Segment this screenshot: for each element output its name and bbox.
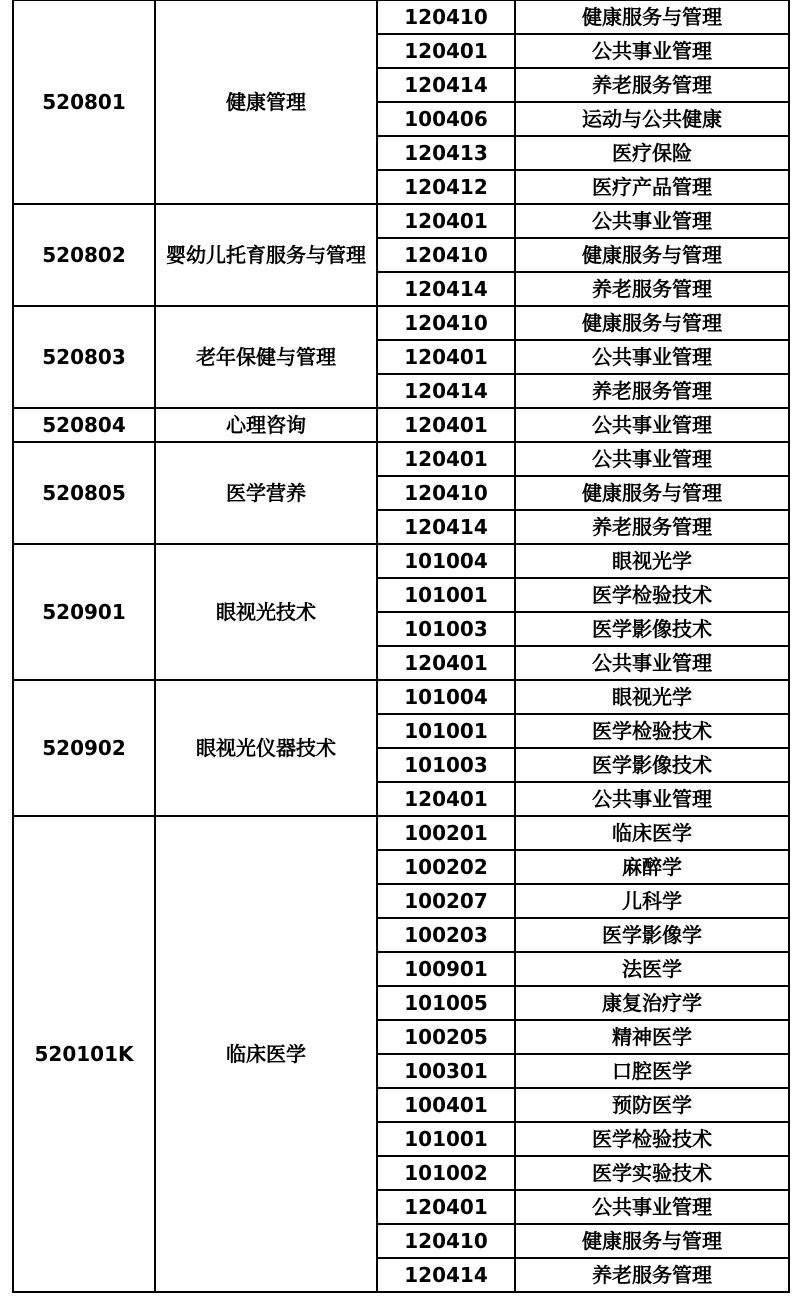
- vocational-major-name: 眼视光技术: [155, 544, 377, 680]
- vocational-major-code: 520802: [13, 204, 155, 306]
- undergrad-major-code: 101004: [377, 680, 515, 714]
- undergrad-major-code: 100201: [377, 816, 515, 850]
- undergrad-major-code: 100207: [377, 884, 515, 918]
- table-row: [13, 204, 789, 238]
- undergrad-major-name: 儿科学: [515, 884, 789, 918]
- undergrad-major-name: 养老服务管理: [515, 374, 789, 408]
- vocational-major-code: 520801: [13, 0, 155, 204]
- vocational-major-code: 520902: [13, 680, 155, 816]
- undergrad-major-name: 临床医学: [515, 816, 789, 850]
- undergrad-major-name: 健康服务与管理: [515, 1224, 789, 1258]
- undergrad-major-name: 公共事业管理: [515, 340, 789, 374]
- undergrad-major-name: 运动与公共健康: [515, 102, 789, 136]
- undergrad-major-code: 120414: [377, 510, 515, 544]
- undergrad-major-name: 法医学: [515, 952, 789, 986]
- undergrad-major-name: 医学实验技术: [515, 1156, 789, 1190]
- undergrad-major-name: 精神医学: [515, 1020, 789, 1054]
- undergrad-major-code: 100901: [377, 952, 515, 986]
- vocational-major-name: 婴幼儿托育服务与管理: [155, 204, 377, 306]
- undergrad-major-code: 120401: [377, 408, 515, 442]
- undergrad-major-code: 120410: [377, 0, 515, 34]
- undergrad-major-name: 医学检验技术: [515, 578, 789, 612]
- undergrad-major-code: 100406: [377, 102, 515, 136]
- vocational-major-code: 520803: [13, 306, 155, 408]
- undergrad-major-name: 医学检验技术: [515, 1122, 789, 1156]
- undergrad-major-code: 120401: [377, 340, 515, 374]
- vocational-major-name: 医学营养: [155, 442, 377, 544]
- table-row: [13, 816, 789, 850]
- undergrad-major-name: 口腔医学: [515, 1054, 789, 1088]
- undergrad-major-code: 120414: [377, 272, 515, 306]
- undergrad-major-code: 120401: [377, 34, 515, 68]
- undergrad-major-code: 101005: [377, 986, 515, 1020]
- undergrad-major-name: 养老服务管理: [515, 1258, 789, 1292]
- undergrad-major-code: 100301: [377, 1054, 515, 1088]
- vocational-major-name: 心理咨询: [155, 408, 377, 442]
- undergrad-major-code: 120401: [377, 204, 515, 238]
- undergrad-major-name: 公共事业管理: [515, 408, 789, 442]
- table-row: [13, 0, 789, 34]
- undergrad-major-name: 医疗保险: [515, 136, 789, 170]
- undergrad-major-name: 健康服务与管理: [515, 476, 789, 510]
- undergrad-major-code: 100202: [377, 850, 515, 884]
- table-row: [13, 680, 789, 714]
- undergrad-major-code: 120401: [377, 442, 515, 476]
- undergrad-major-code: 120413: [377, 136, 515, 170]
- undergrad-major-name: 康复治疗学: [515, 986, 789, 1020]
- undergrad-major-name: 养老服务管理: [515, 510, 789, 544]
- undergrad-major-name: 公共事业管理: [515, 204, 789, 238]
- undergrad-major-name: 医学影像技术: [515, 748, 789, 782]
- vocational-major-name: 健康管理: [155, 0, 377, 204]
- undergrad-major-name: 医疗产品管理: [515, 170, 789, 204]
- undergrad-major-code: 100205: [377, 1020, 515, 1054]
- undergrad-major-name: 眼视光学: [515, 680, 789, 714]
- undergrad-major-code: 100401: [377, 1088, 515, 1122]
- undergrad-major-code: 101003: [377, 612, 515, 646]
- undergrad-major-code: 120414: [377, 1258, 515, 1292]
- undergrad-major-name: 健康服务与管理: [515, 238, 789, 272]
- undergrad-major-code: 101003: [377, 748, 515, 782]
- undergrad-major-code: 120410: [377, 1224, 515, 1258]
- undergrad-major-name: 健康服务与管理: [515, 0, 789, 34]
- undergrad-major-name: 眼视光学: [515, 544, 789, 578]
- major-mapping-table: [12, 0, 790, 1293]
- undergrad-major-name: 养老服务管理: [515, 68, 789, 102]
- undergrad-major-name: 医学检验技术: [515, 714, 789, 748]
- table-row: [13, 544, 789, 578]
- undergrad-major-code: 101001: [377, 714, 515, 748]
- undergrad-major-name: 公共事业管理: [515, 1190, 789, 1224]
- vocational-major-name: 老年保健与管理: [155, 306, 377, 408]
- undergrad-major-code: 120401: [377, 782, 515, 816]
- undergrad-major-name: 医学影像技术: [515, 612, 789, 646]
- undergrad-major-code: 120414: [377, 374, 515, 408]
- table-row: [13, 442, 789, 476]
- vocational-major-code: 520805: [13, 442, 155, 544]
- undergrad-major-name: 公共事业管理: [515, 34, 789, 68]
- vocational-major-code: 520101K: [13, 816, 155, 1292]
- undergrad-major-name: 预防医学: [515, 1088, 789, 1122]
- undergrad-major-code: 120410: [377, 306, 515, 340]
- undergrad-major-name: 公共事业管理: [515, 646, 789, 680]
- undergrad-major-name: 医学影像学: [515, 918, 789, 952]
- table-body: [13, 0, 789, 1292]
- undergrad-major-code: 101001: [377, 578, 515, 612]
- undergrad-major-code: 120401: [377, 646, 515, 680]
- vocational-major-code: 520804: [13, 408, 155, 442]
- table-row: [13, 306, 789, 340]
- undergrad-major-name: 公共事业管理: [515, 782, 789, 816]
- undergrad-major-code: 120414: [377, 68, 515, 102]
- undergrad-major-name: 麻醉学: [515, 850, 789, 884]
- undergrad-major-code: 100203: [377, 918, 515, 952]
- undergrad-major-code: 101001: [377, 1122, 515, 1156]
- undergrad-major-name: 公共事业管理: [515, 442, 789, 476]
- vocational-major-name: 临床医学: [155, 816, 377, 1292]
- vocational-major-name: 眼视光仪器技术: [155, 680, 377, 816]
- undergrad-major-name: 健康服务与管理: [515, 306, 789, 340]
- undergrad-major-code: 101004: [377, 544, 515, 578]
- undergrad-major-name: 养老服务管理: [515, 272, 789, 306]
- undergrad-major-code: 101002: [377, 1156, 515, 1190]
- vocational-major-code: 520901: [13, 544, 155, 680]
- table-row: [13, 408, 789, 442]
- undergrad-major-code: 120410: [377, 476, 515, 510]
- undergrad-major-code: 120410: [377, 238, 515, 272]
- undergrad-major-code: 120401: [377, 1190, 515, 1224]
- undergrad-major-code: 120412: [377, 170, 515, 204]
